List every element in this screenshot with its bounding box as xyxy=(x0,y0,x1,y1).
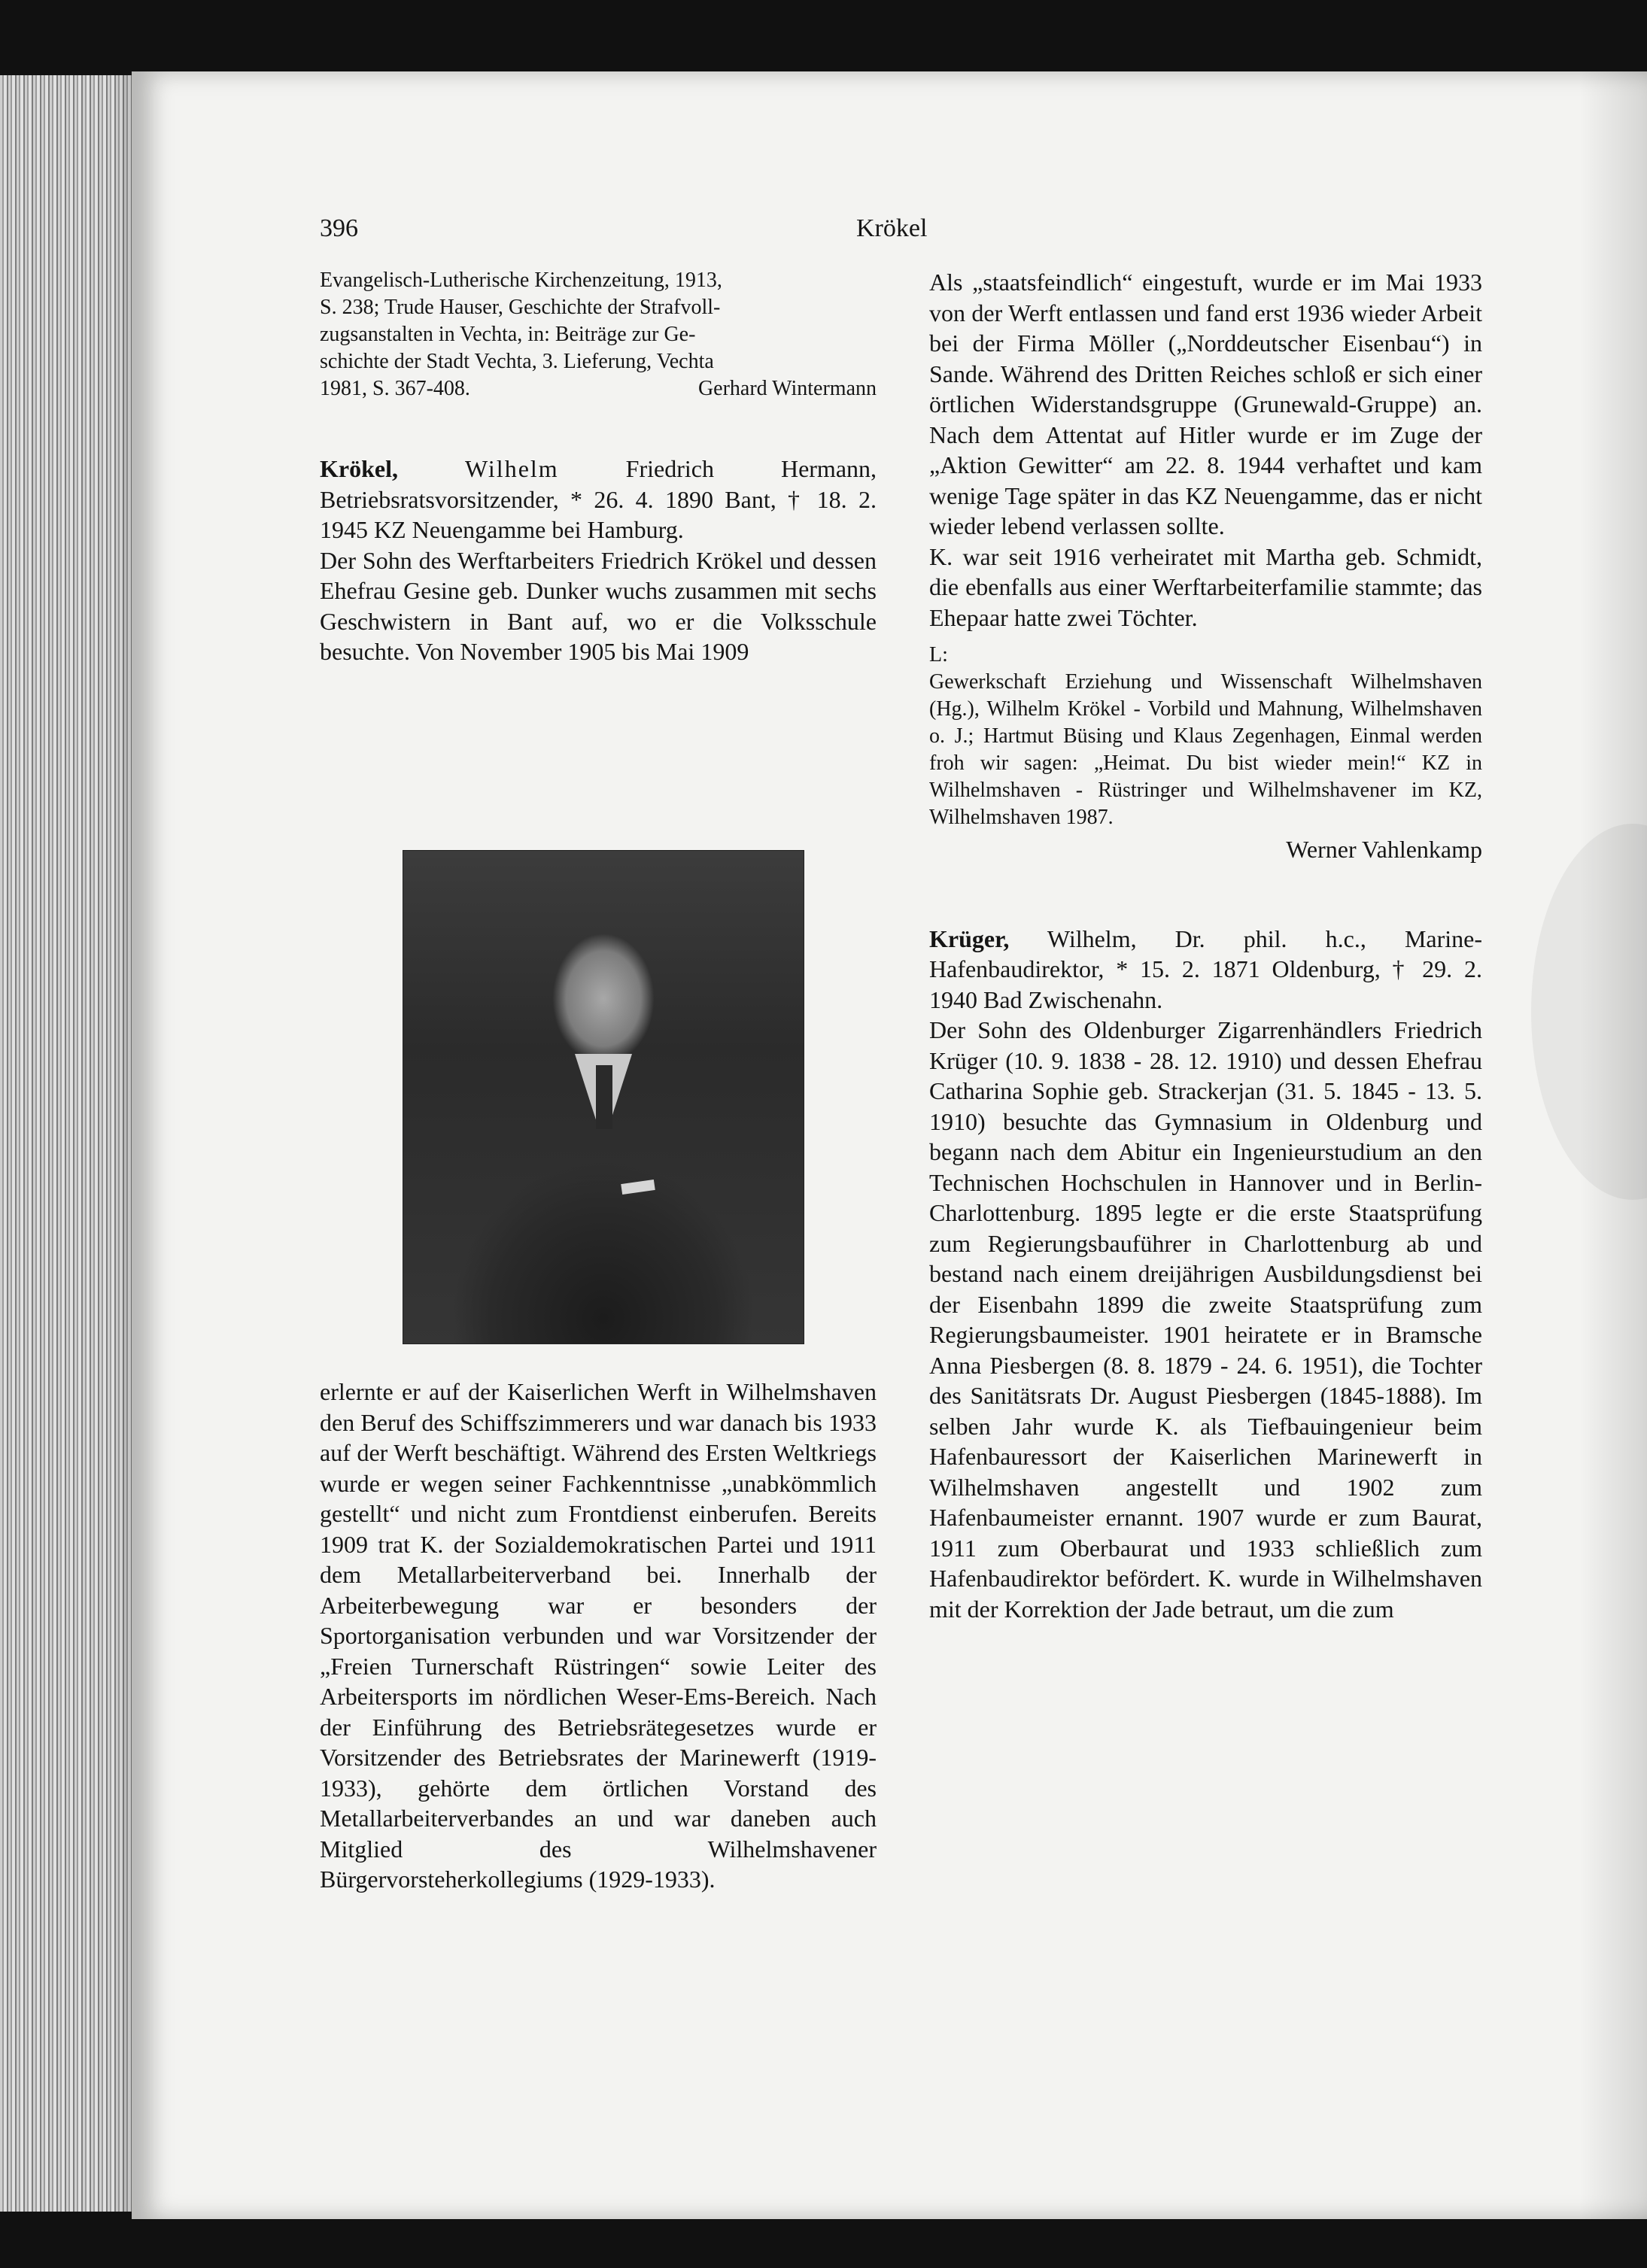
reference-line: 1981, S. 367-408. xyxy=(320,377,470,400)
body-paragraph: Der Sohn des Werftarbeiters Friedrich Krökel und dessen Ehefrau Gesine geb. Dunker wuchs zusammen mit sechs Geschwistern in Bant auf, wo er die Volksschule besuchte. Von November 1905 bis Mai 1909 xyxy=(320,546,877,665)
literature-label: L: xyxy=(929,643,948,666)
running-head: Krökel xyxy=(856,214,928,242)
entry-intro: Wilhelm, Dr. phil. h.c., Marine-Hafenbaudirektor, * 15. 2. 1871 Oldenburg, † 29. 2. 1940 Bad Zwischenahn. xyxy=(929,925,1483,1013)
entry-name: Krüger, xyxy=(929,925,1010,952)
portrait-photo xyxy=(403,850,804,1344)
body-paragraph: erlernte er auf der Kaiserlichen Werft in Wilhelmshaven den Beruf des Schiffszimmerers und war danach bis 1933 auf der Werft beschäftigt. Während des Ersten Weltkriegs wurde er wegen seiner Fachkenntnisse „unabkömmlich gestellt“ und nicht zum Frontdienst einberufen. Bereits 1909 trat K. der Sozialdemokratischen Partei und 1911 dem Metallarbeiterverband bei. Innerhalb der Arbeiterbewegung war er besonders der Sportorganisation verbunden und war Vorsitzender der „Freien Turnerschaft Rüstringen“ sowie Leiter des Arbeitersports im nördlichen Weser-Ems-Bereich. Nach der Einführung des Betriebsrätegesetzes wurde er Vorsitzender des Betriebsrates der Marinewerft (1919-1933), gehörte dem örtlichen Vorstand des Metallarbeiterverbandes an und war daneben auch Mitglied des Wilhelmshavener Bürgervorsteherkollegiums (1929-1933). xyxy=(320,1378,877,1893)
author-signature: Gerhard Wintermann xyxy=(697,377,877,400)
page-number: 396 xyxy=(320,214,358,242)
entry-heading xyxy=(320,454,877,545)
entry-given-name: Wilhelm xyxy=(464,455,559,482)
author-signature: Werner Vahlenkamp xyxy=(1286,836,1482,863)
entry-name: Krökel, xyxy=(320,455,398,482)
right-column xyxy=(929,267,1482,1624)
body-paragraph: Der Sohn des Oldenburger Zigarrenhändlers Friedrich Krüger (10. 9. 1838 - 28. 12. 1910) und dessen Ehefrau Catharina Sophie geb. Strackerjan (31. 5. 1845 - 13. 5. 1910) besuchte das Gymnasium in Oldenburg und begann nach dem Abitur ein Ingenieurstudium an den Technischen Hochschulen in Hannover und in Berlin-Charlottenburg. 1895 legte er die erste Staatsprüfung zum Regierungsbauführer in Charlottenburg ab und bestand nach einem dreijährigen Ausbildungsdienst bei der Eisenbahn 1899 die zweite Staatsprüfung zum Regierungsbaumeister. 1901 heiratete er in Bramsche Anna Piesbergen (8. 8. 1879 - 24. 6. 1951), die Tochter des Sanitätsrats Dr. August Piesbergen (1845-1888). Im selben Jahr wurde K. als Tiefbauingenieur beim Hafenbauressort der Kaiserlichen Marinewerft in Wilhelmshaven angestellt und 1902 zum Hafenbaumeister ernannt. 1907 wurde er zum Baurat, 1911 zum Oberbaurat und 1933 schließlich zum Hafenbaudirektor befördert. K. wurde in Wilhelmshaven mit der Korrektion der Jade betraut, um die zum xyxy=(929,1016,1482,1623)
reference-line: schichte der Stadt Vechta, 3. Lieferung, Vechta xyxy=(320,350,714,373)
reference-line: zugsanstalten in Vechta, in: Beiträge zur Ge- xyxy=(320,323,696,346)
body-paragraph: Als „staatsfeindlich“ eingestuft, wurde er im Mai 1933 von der Werft entlassen und fand erst 1936 wieder Arbeit bei der Firma Möller („Norddeutscher Eisenbau“) in Sande. Während des Dritten Reiches schloß er sich einer örtlichen Widerstandsgruppe (Grunewald-Gruppe) an. Nach dem Attentat auf Hitler wurde er im Zuge der „Aktion Gewitter“ am 22. 8. 1944 verhaftet und kam wenige Tage später in das KZ Neuengamme, das er nicht wieder lebend verlassen sollte. xyxy=(929,269,1482,539)
reference-line: S. 238; Trude Hauser, Geschichte der Strafvoll- xyxy=(320,296,721,319)
photo-tie xyxy=(596,1065,612,1129)
photo-pocket-square xyxy=(621,1180,655,1195)
left-column-continued xyxy=(320,1377,877,1895)
entry-heading xyxy=(929,924,1482,1016)
left-column xyxy=(320,267,877,667)
body-paragraph: K. war seit 1916 verheiratet mit Martha geb. Schmidt, die ebenfalls aus einer Werftarbeiterfamilie stammte; das Ehepaar hatte zwei Töchter. xyxy=(929,542,1482,631)
reference-line: Evangelisch-Lutherische Kirchenzeitung, 1913, xyxy=(320,269,722,292)
entry-intro: Friedrich Hermann, Betriebsratsvorsitzender, * 26. 4. 1890 Bant, † 18. 2. 1945 KZ Neuengamme bei Hamburg. xyxy=(320,455,877,543)
literature-text: Gewerkschaft Erziehung und Wissenschaft Wilhelmshaven (Hg.), Wilhelm Krökel - Vorbild und Mahnung, Wilhelmshaven o. J.; Hartmut Büsing und Klaus Zegenhagen, Einmal werden froh wir sagen: „Heimat. Du bist wieder mein!“ KZ in Wilhelmshaven - Rüstringer und Wilhelmshavener im KZ, Wilhelmshaven 1987. xyxy=(929,670,1482,829)
show-through-shadow xyxy=(1531,824,1647,1200)
